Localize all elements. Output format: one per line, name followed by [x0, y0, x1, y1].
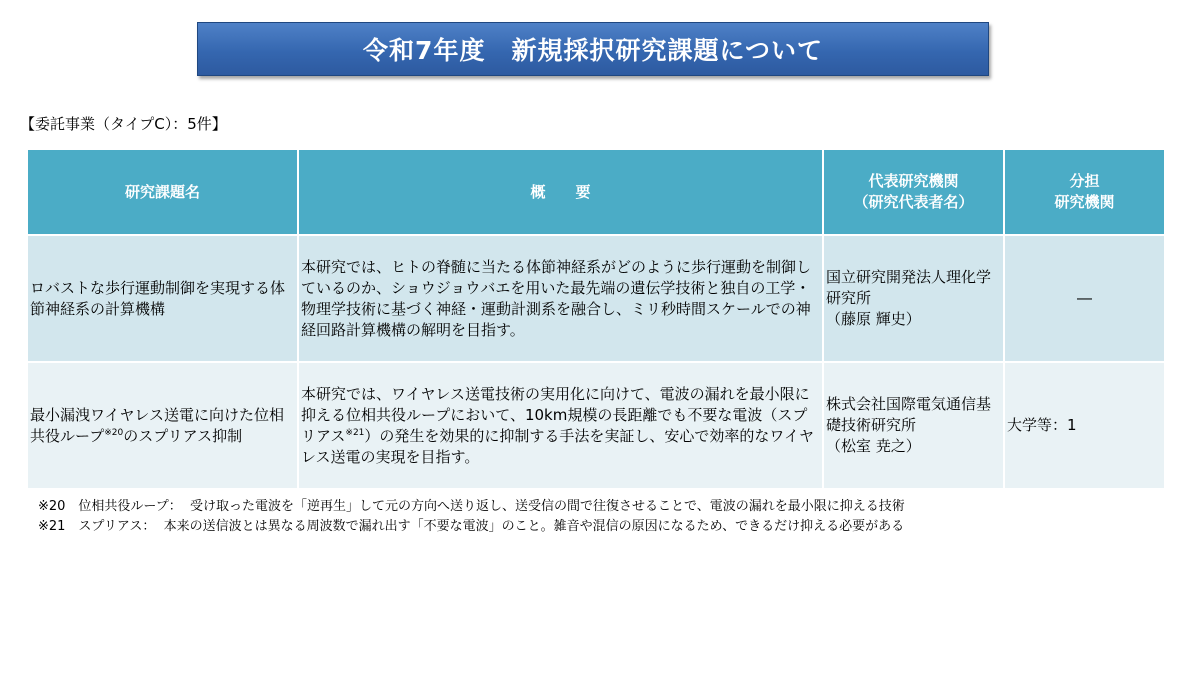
footnote: ※21 スプリアス： 本来の送信波とは異なる周波数で漏れ出す「不要な電波」のこと。雑音や混信の原因になるため、できるだけ抑える必要がある — [38, 519, 905, 534]
header-name: 研究課題名 — [27, 149, 298, 235]
researcher-name: （藤原 輝史） — [826, 310, 921, 328]
footnotes — [38, 497, 905, 537]
table-row — [27, 362, 1165, 489]
project-summary: 本研究では、ヒトの脊髄に当たる体節神経系がどのように歩行運動を制御しているのか、ショウジョウバエを用いた最先端の遺伝学技術と独自の工学・物理学技術に基づく神経・運動計測系を融合し、ミリ秒時間スケールでの神経回路計算機構の解明を目指す。 — [298, 235, 823, 362]
summary-text: 本研究では、ワイヤレス送電技術の実用化に向けて、電波の漏れを最小限に抑える位相共役ループにおいて、10km規模の長距離でも不要な電波（スプリアス — [301, 384, 810, 445]
institution-name: 株式会社国際電気通信基礎技術研究所 — [826, 395, 992, 434]
project-name — [27, 362, 298, 489]
project-name: ロバストな歩行運動制御を実現する体節神経系の計算機構 — [27, 235, 298, 362]
project-summary — [298, 362, 823, 489]
footnote-mark: ※21 — [345, 427, 365, 438]
footnote-mark: ※20 — [104, 427, 124, 438]
table-row — [27, 235, 1165, 362]
project-partner: ― — [1004, 235, 1165, 362]
section-label: 【委託事業（タイプC）：5件】 — [20, 115, 227, 133]
project-institution — [823, 235, 1004, 362]
table-header-row — [27, 149, 1165, 235]
header-institution: 代表研究機関 （研究代表者名） — [823, 149, 1004, 235]
name-text: のスプリアス抑制 — [123, 426, 243, 445]
header-partner: 分担 研究機関 — [1004, 149, 1165, 235]
researcher-name: （松室 尭之） — [826, 437, 921, 455]
projects-table — [26, 148, 1166, 490]
header-summary: 概 要 — [298, 149, 823, 235]
footnote: ※20 位相共役ループ： 受け取った電波を「逆再生」して元の方向へ送り返し、送受信の間で往復させることで、電波の漏れを最小限に抑える技術 — [38, 499, 905, 514]
title-banner — [197, 22, 989, 76]
institution-name: 国立研究開発法人理化学研究所 — [826, 268, 992, 307]
summary-text: ）の発生を効果的に抑制する手法を実証し、安心で効率的なワイヤレス送電の実現を目指す。 — [301, 426, 814, 466]
project-partner: 大学等：1 — [1004, 362, 1165, 489]
project-institution — [823, 362, 1004, 489]
name-text: 最小漏洩ワイヤレス送電に向けた位相共役ループ — [30, 405, 284, 445]
page-title: 令和7年度 新規採択研究課題について — [363, 36, 823, 65]
